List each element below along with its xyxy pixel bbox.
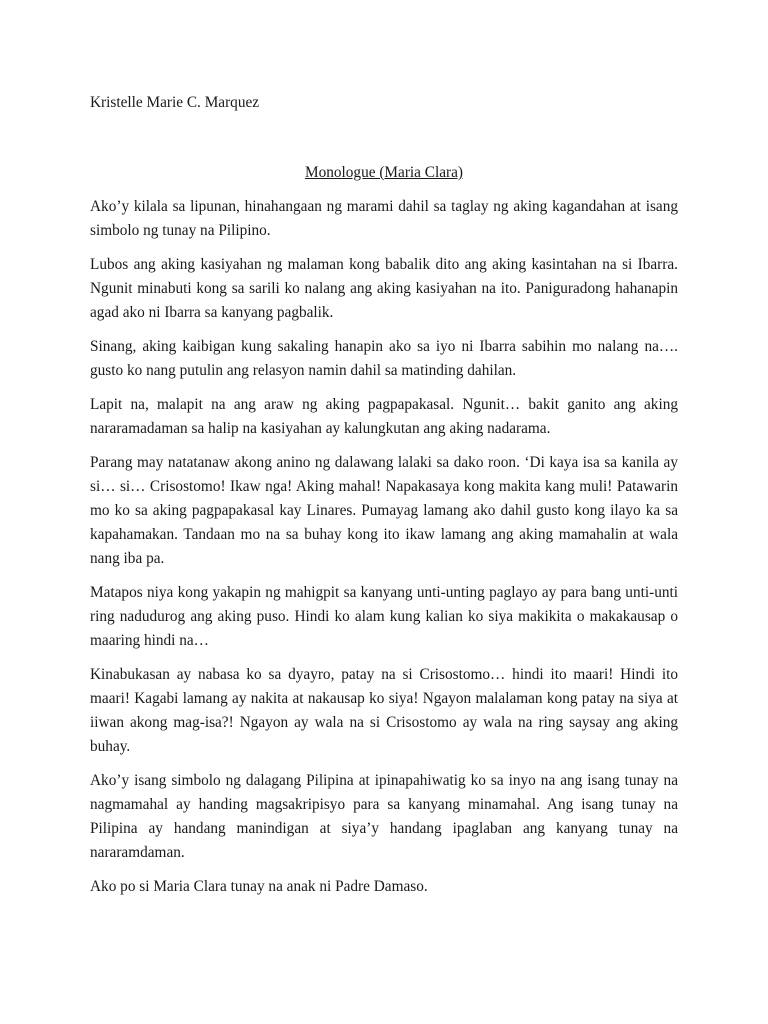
paragraph: Ako’y isang simbolo ng dalagang Pilipina at ipinapahiwatig ko sa inyo na ang isang tunay na nagmamahal ay handing magsakripisyo para sa kanyang minamahal. Ang isang tunay na Pilipina ay handang manindigan at siya’y handang ipaglaban ang kanyang tunay na nararamdaman. xyxy=(90,772,678,861)
paragraph: Sinang, aking kaibigan kung sakaling hanapin ako sa iyo ni Ibarra sabihin mo nalang na…. gusto ko nang putulin ang relasyon namin dahil sa matinding dahilan. xyxy=(90,338,678,379)
paragraph: Lubos ang aking kasiyahan ng malaman kong babalik dito ang aking kasintahan na si Ibarra. Ngunit minabuti kong sa sarili ko nalang ang aking kasiyahan na ito. Paniguradong hahanapin agad ako ni Ibarra sa kanyang pagbalik. xyxy=(90,256,678,321)
document-body xyxy=(90,91,678,899)
paragraph: Ako’y kilala sa lipunan, hinahangaan ng marami dahil sa taglay ng aking kagandahan at isang simbolo ng tunay na Pilipino. xyxy=(90,198,678,239)
paragraph: Ako po si Maria Clara tunay na anak ni Padre Damaso. xyxy=(90,878,428,895)
author-name: Kristelle Marie C. Marquez xyxy=(90,94,260,111)
paragraph: Lapit na, malapit na ang araw ng aking pagpapakasal. Ngunit… bakit ganito ang aking nararamadaman sa halip na kasiyahan ay kalungkutan ang aking nadarama. xyxy=(90,396,678,437)
document-title: Monologue (Maria Clara) xyxy=(304,164,464,181)
paragraph: Parang may natatanaw akong anino ng dalawang lalaki sa dako roon. ‘Di kaya isa sa kanila ay si… si… Crisostomo! Ikaw nga! Aking mahal! Napakasaya kong makita kang muli! Patawarin mo ko sa aking pagpapakasal kay Linares. Pumayag lamang ako dahil gusto kong ilayo ka sa kapahamakan. Tandaan mo na sa buhay kong ito ikaw lamang ang aking mamahalin at wala nang iba pa. xyxy=(90,454,678,567)
paragraph: Kinabukasan ay nabasa ko sa dyayro, patay na si Crisostomo… hindi ito maari! Hindi ito maari! Kagabi lamang ay nakita at nakausap ko siya! Ngayon malalaman kong patay na siya at iiwan akong mag-isa?! Ngayon ay wala na si Crisostomo ay wala na ring saysay ang aking buhay. xyxy=(90,666,678,755)
paragraph: Matapos niya kong yakapin ng mahigpit sa kanyang unti-unting paglayo ay para bang unti-unti ring nadudurog ang aking puso. Hindi ko alam kung kalian ko siya makikita o makakausap o maaring hindi na… xyxy=(90,584,678,649)
